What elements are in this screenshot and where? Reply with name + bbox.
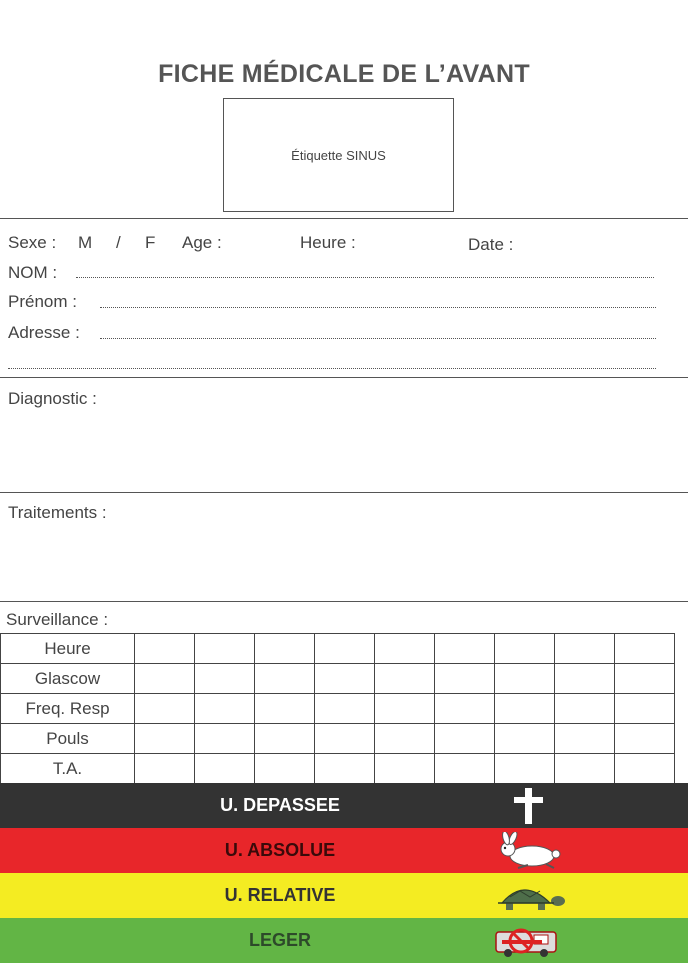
table-cell[interactable]	[435, 634, 495, 664]
table-cell[interactable]	[615, 634, 675, 664]
triage-label: U. RELATIVE	[224, 885, 336, 905]
triage-label: U. DEPASSEE	[220, 795, 340, 815]
form-title: FICHE MÉDICALE DE L’AVANT	[158, 60, 530, 88]
triage-label: U. ABSOLUE	[224, 840, 336, 860]
table-row	[1, 634, 675, 664]
table-cell[interactable]	[315, 694, 375, 724]
table-cell[interactable]	[315, 754, 375, 784]
prenom-field[interactable]	[100, 307, 656, 308]
table-cell[interactable]	[135, 694, 195, 724]
surveillance-label: Surveillance :	[6, 610, 109, 629]
divider	[0, 377, 688, 378]
diagnostic-area[interactable]	[0, 412, 688, 490]
nom-label: NOM :	[8, 263, 58, 282]
table-cell[interactable]	[555, 754, 615, 784]
table-cell[interactable]	[555, 634, 615, 664]
table-cell[interactable]	[615, 694, 675, 724]
table-cell[interactable]	[135, 634, 195, 664]
triage-label: LEGER	[248, 930, 311, 950]
table-cell[interactable]	[615, 664, 675, 694]
table-cell[interactable]	[255, 694, 315, 724]
table-cell[interactable]	[315, 664, 375, 694]
table-cell[interactable]	[555, 724, 615, 754]
adresse-field-line2[interactable]	[8, 368, 656, 369]
table-cell[interactable]	[135, 754, 195, 784]
table-cell[interactable]	[315, 634, 375, 664]
table-cell[interactable]	[555, 664, 615, 694]
table-cell[interactable]	[375, 664, 435, 694]
sex-option-f[interactable]: F	[145, 233, 156, 252]
traitements-area[interactable]	[0, 526, 688, 598]
sinus-label-text: Étiquette SINUS	[291, 147, 386, 163]
sex-option-m[interactable]: M	[78, 233, 93, 252]
table-cell[interactable]	[555, 694, 615, 724]
table-row	[1, 724, 675, 754]
age-label: Age :	[182, 233, 222, 252]
table-cell[interactable]	[495, 634, 555, 664]
traitements-label: Traitements :	[8, 503, 107, 522]
divider	[0, 492, 688, 493]
sex-label: Sexe :	[8, 233, 57, 252]
sinus-label-box	[223, 98, 454, 212]
table-cell[interactable]	[615, 754, 675, 784]
table-cell[interactable]	[255, 634, 315, 664]
table-cell[interactable]	[135, 724, 195, 754]
table-row	[1, 694, 675, 724]
prenom-label: Prénom :	[8, 292, 77, 311]
table-cell[interactable]	[495, 754, 555, 784]
table-cell[interactable]	[435, 694, 495, 724]
table-cell[interactable]	[195, 664, 255, 694]
turtle-icon	[488, 877, 568, 915]
row-header: Pouls	[1, 724, 135, 754]
table-cell[interactable]	[375, 724, 435, 754]
cross-icon	[488, 787, 568, 825]
nom-field[interactable]	[76, 277, 654, 278]
row-header: Heure	[1, 634, 135, 664]
triage-band[interactable]	[0, 918, 688, 963]
sex-separator: /	[116, 233, 121, 252]
table-cell[interactable]	[435, 754, 495, 784]
triage-band[interactable]	[0, 783, 688, 828]
table-cell[interactable]	[375, 754, 435, 784]
table-cell[interactable]	[135, 664, 195, 694]
divider	[0, 601, 688, 602]
triage-band[interactable]	[0, 828, 688, 873]
table-cell[interactable]	[255, 724, 315, 754]
surveillance-table	[0, 633, 675, 784]
table-row	[1, 754, 675, 784]
table-cell[interactable]	[615, 724, 675, 754]
rabbit-icon	[488, 832, 568, 870]
table-cell[interactable]	[195, 694, 255, 724]
table-cell[interactable]	[435, 724, 495, 754]
table-cell[interactable]	[495, 664, 555, 694]
table-row	[1, 664, 675, 694]
table-cell[interactable]	[315, 724, 375, 754]
row-header: Freq. Resp	[1, 694, 135, 724]
time-label: Heure :	[300, 233, 356, 252]
adresse-field[interactable]	[100, 338, 656, 339]
row-header: Glascow	[1, 664, 135, 694]
table-cell[interactable]	[195, 634, 255, 664]
table-cell[interactable]	[435, 664, 495, 694]
no-ambulance-icon	[488, 922, 568, 960]
diagnostic-label: Diagnostic :	[8, 389, 97, 408]
table-cell[interactable]	[495, 724, 555, 754]
row-header: T.A.	[1, 754, 135, 784]
adresse-label: Adresse :	[8, 323, 80, 342]
table-cell[interactable]	[375, 634, 435, 664]
table-cell[interactable]	[255, 754, 315, 784]
table-cell[interactable]	[375, 694, 435, 724]
table-cell[interactable]	[495, 694, 555, 724]
table-cell[interactable]	[195, 724, 255, 754]
date-label: Date :	[468, 235, 514, 254]
divider	[0, 218, 688, 219]
triage-band[interactable]	[0, 873, 688, 918]
table-cell[interactable]	[255, 664, 315, 694]
table-cell[interactable]	[195, 754, 255, 784]
